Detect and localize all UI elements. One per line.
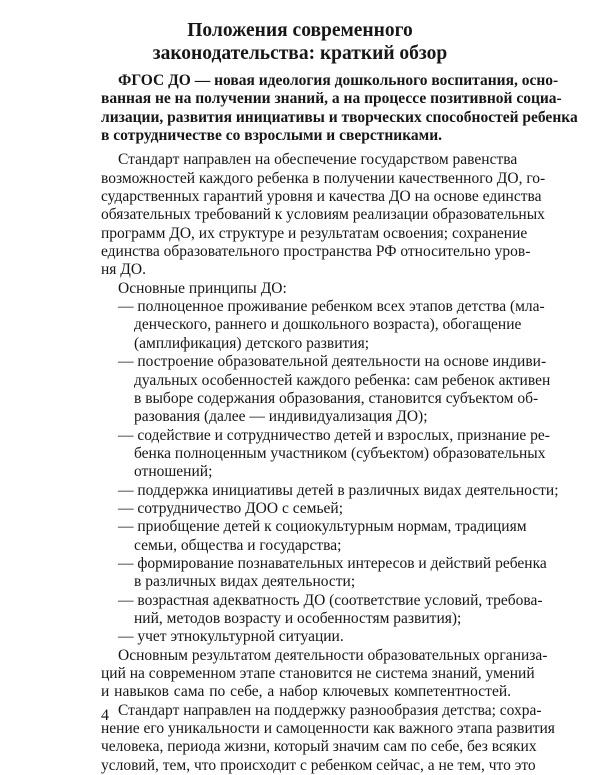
lead-paragraph-line: ванная не на получении знаний, а на процессе позитивной социа- [101,90,562,108]
body-line: человека, периода жизни, который значим сам по себе, без всяких [101,738,537,756]
body-line: в различных видах деятельности; [134,573,356,591]
body-line: нение его уникальности и самоценности как важного этапа развития [101,720,555,738]
body-line: отношений; [134,463,213,481]
section-title [0,19,600,65]
body-line: разования (далее — индивидуализация ДО); [134,408,428,426]
body-line: ня ДО. [101,261,146,279]
body-line: семьи, общества и государства; [134,536,342,554]
body-line: обязательных требований к условиям реализации образовательных [101,206,545,224]
body-line: Стандарт направлен на поддержку разнообразия детства; сохра- [118,701,542,719]
body-line: — сотрудничество ДОО с семьей; [118,499,344,517]
body-line: программ ДО, их структуре и результатам освоения; сохранение [101,224,528,242]
body-text [101,72,578,775]
body-line: бенка полноценным участником (субъектом) образовательных [134,444,546,462]
body-line: денческого, раннего и дошкольного возраста), обогащение [134,316,522,334]
body-line: — построение образовательной деятельности на основе индиви- [118,353,547,371]
page-number: 4 [101,707,109,724]
body-line: ний, методов возрасту и особенностям развития); [134,609,462,627]
body-line: Основные принципы ДО: [118,279,287,297]
body-line: условий, тем, что происходит с ребенком сейчас, а не тем, что это [101,756,536,774]
body-line: — возрастная адекватность ДО (соответствие условий, требова- [118,591,543,609]
lead-paragraph-line: в сотрудничестве со взрослыми и сверстниками. [101,127,443,145]
body-line: Основным результатом деятельности образовательных организа- [118,646,548,664]
body-line: — поддержка инициативы детей в различных видах деятельности; [118,481,559,499]
lead-paragraph-line: ФГОС ДО — новая идеология дошкольного воспитания, осно- [118,72,559,89]
body-line: и навыков сама по себе, а набор ключевых компетентностей. [101,683,511,701]
section-title-line-1: Положения современного [187,20,413,41]
body-line: дуальных особенностей каждого ребенка: сам ребенок активен [134,371,551,389]
lead-paragraph-line: лизации, развития инициативы и творческих способностей ребенка [101,108,578,126]
section-title-line-2: законодательства: краткий обзор [152,43,448,64]
body-line: сударственных гарантий уровня и качества ДО на основе единства [101,188,542,206]
body-line: (амплификация) детского развития; [134,334,370,352]
body-line: — содействие и сотрудничество детей и взрослых, признание ре- [118,426,550,444]
body-line: — формирование познавательных интересов и действий ребенка [118,554,547,572]
body-line: возможностей каждого ребенка в получении качественного ДО, го- [101,169,546,187]
body-line: единства образовательного пространства РФ относительно уров- [101,243,531,261]
body-line: — приобщение детей к социокультурным нормам, традициям [118,518,527,536]
body-line: — полноценное проживание ребенком всех этапов детства (мла- [118,298,545,316]
body-line: Стандарт направлен на обеспечение государством равенства [118,151,518,169]
body-line: в выборе содержания образования, становится субъектом об- [134,389,539,407]
body-line: ций на современном этапе становится не система знаний, умений [101,665,535,682]
body-line: — учет этнокультурной ситуации. [118,628,344,646]
